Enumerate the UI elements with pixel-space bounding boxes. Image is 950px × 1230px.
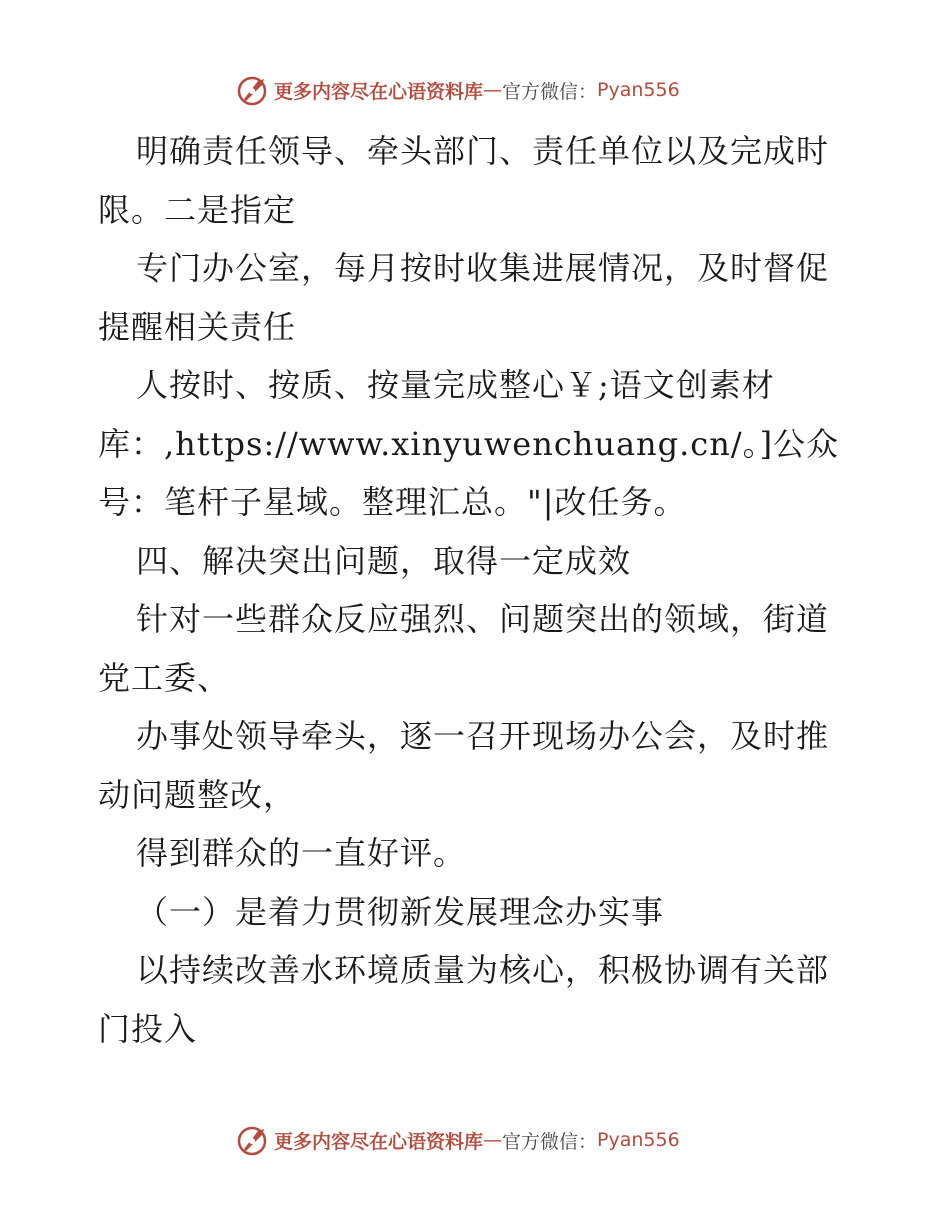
body-line: 针对一些群众反应强烈、问题突出的领域，街道 (136, 600, 830, 638)
body-line: 门投入 (98, 1009, 198, 1048)
body-line: 限。二是指定 (98, 190, 297, 229)
body-line: 专门办公室，每月按时收集进展情况，及时督促 (136, 249, 830, 287)
section-heading: 四、解决突出问题，取得一定成效 (136, 541, 632, 580)
subsection-heading: （一）是着力贯彻新发展理念办实事 (136, 892, 665, 931)
body-line: 办事处领导牵头，逐一召开现场办公会，及时推 (136, 717, 830, 755)
body-line: 以持续改善水环境质量为核心，积极协调有关部 (136, 951, 830, 989)
body-line: 动问题整改， (98, 775, 297, 814)
body-line: 号：笔杆子星域。整理汇总。"|改任务。 (98, 483, 687, 521)
body-line: 明确责任领导、牵头部门、责任单位以及完成时 (136, 132, 830, 170)
footer-banner-separator: — (483, 1129, 503, 1151)
body-line: 得到群众的一直好评。 (136, 834, 467, 872)
header-banner-separator: — (483, 79, 503, 101)
header-banner-text: 更多内容尽在心语资料库 (274, 80, 484, 103)
pen-nib-logo-icon (236, 73, 270, 107)
footer-banner (236, 1122, 716, 1158)
header-wechat-label: 官方微信： (502, 80, 598, 103)
body-line: 党工委、 (98, 658, 231, 697)
pen-nib-logo-icon (236, 1123, 270, 1157)
body-line: 库：,https://www.xinyuwenchuang.cn/。]公众 (98, 424, 840, 463)
footer-banner-text: 更多内容尽在心语资料库 (274, 1130, 484, 1153)
header-wechat-id: Pyan556 (597, 79, 680, 101)
body-line: 人按时、按质、按量完成整心￥;语文创素材 (136, 366, 775, 404)
footer-wechat-label: 官方微信： (502, 1130, 598, 1153)
header-banner (236, 72, 716, 108)
body-line: 提醒相关责任 (98, 307, 297, 346)
footer-wechat-id: Pyan556 (597, 1129, 680, 1151)
document-body (98, 122, 858, 1058)
